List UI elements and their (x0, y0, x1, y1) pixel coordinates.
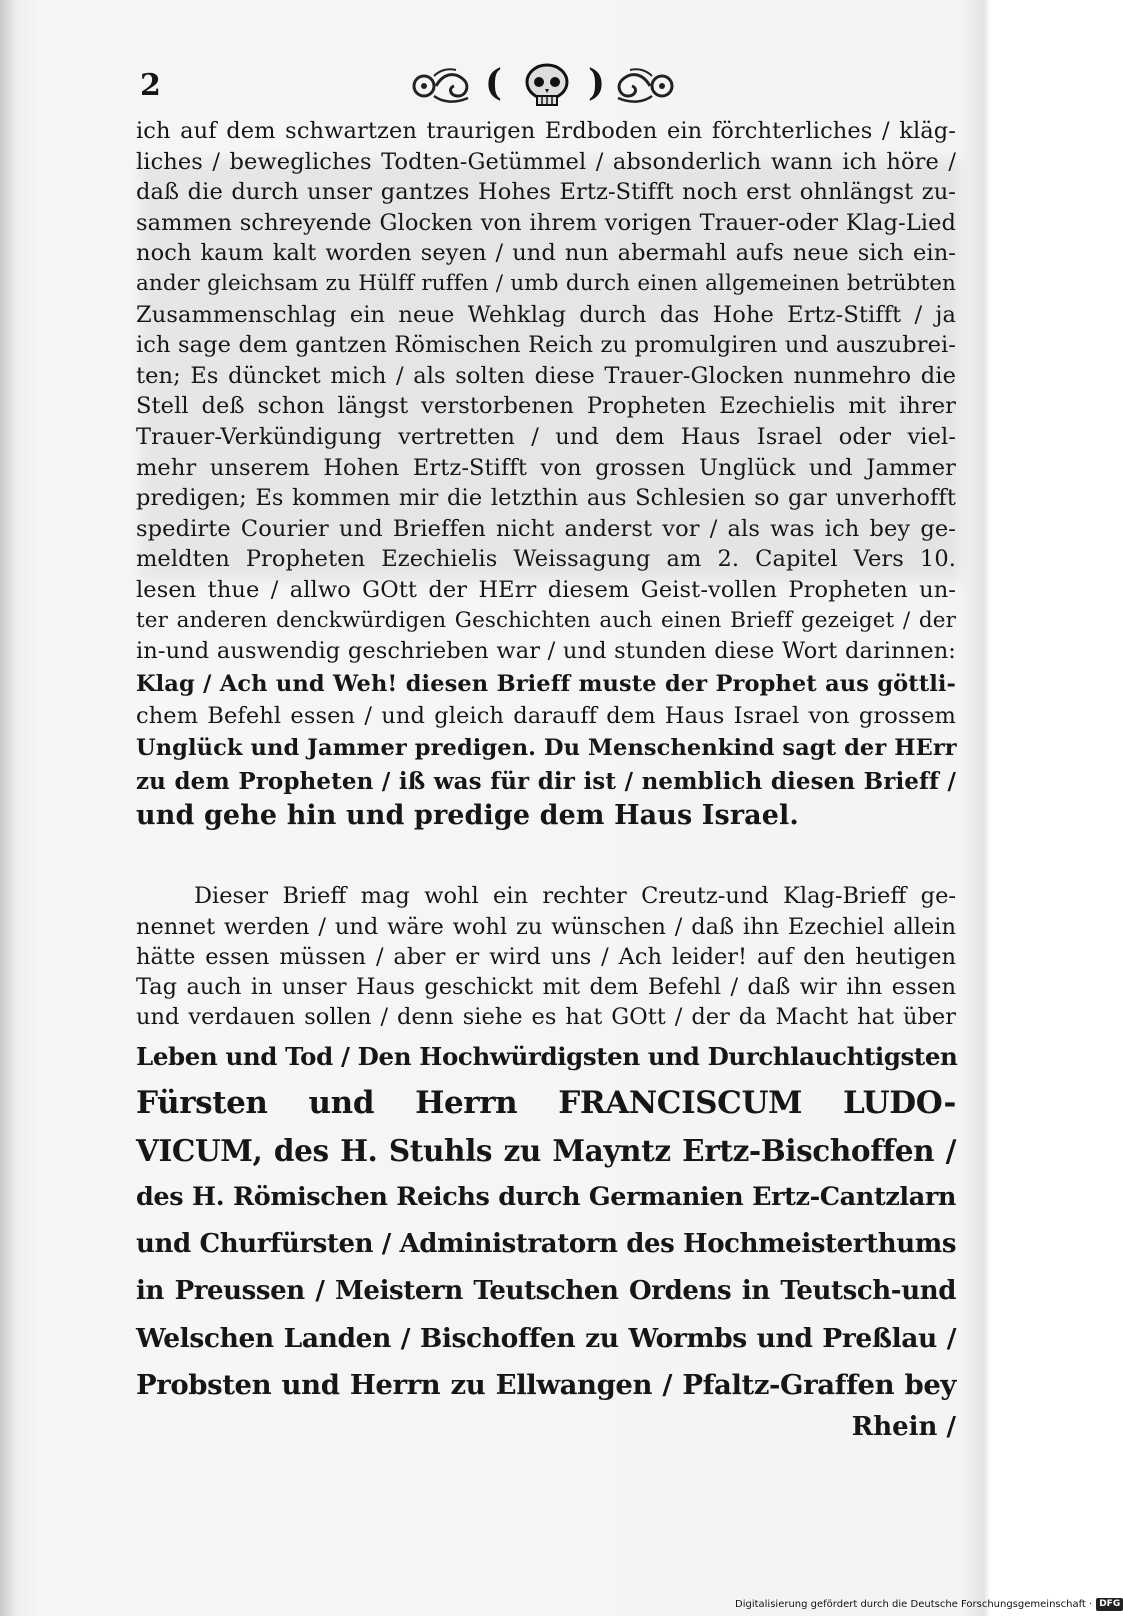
text-line: Tag auch in unser Haus geschickt mit dem Befehl / daß wir ihn essen (136, 974, 956, 1001)
paragraph-2 (136, 881, 956, 1444)
text-line: ten; Es düncket mich / als solten diese Trauer-Glocken nunmehro die (136, 362, 956, 389)
text-line: ich auf dem schwartzen traurigen Erdboden ein förchterliches / kläg- (136, 118, 956, 144)
text-line: meldten Propheten Ezechielis Weissagung am 2. Capitel Vers 10. (136, 546, 956, 573)
text-line: ander gleichsam zu Hülff ruffen / umb durch einen allgemeinen betrübten (136, 270, 956, 296)
main-text (136, 116, 956, 1445)
skull-icon (512, 62, 582, 110)
text-line: nennet werden / und wäre wohl zu wünschen / daß ihn Ezechiel allein (136, 913, 956, 940)
title-line: Fürsten und Herrn FRANCISCUM LUDO- (136, 1084, 956, 1121)
title-line: in Preussen / Meistern Teutschen Ordens in Teutsch-und (136, 1275, 956, 1306)
text-line: ich sage dem gantzen Römischen Reich zu promulgiren und auszubrei- (136, 332, 956, 359)
text-line: sammen schreyende Glocken von ihrem vorigen Trauer-oder Klag-Lied (136, 209, 956, 236)
text-line: in-und auswendig geschrieben war / und stunden diese Wort darinnen: (136, 638, 956, 665)
title-line: Probsten und Herrn zu Ellwangen / Pfaltz-Graffen bey (136, 1368, 956, 1401)
credit-text: Digitalisierung gefördert durch die Deutsche Forschungsgemeinschaft · (735, 1599, 1093, 1610)
text-line: Stell deß schon längst verstorbenen Propheten Ezechielis mit ihrer (136, 393, 956, 420)
title-line: VICUM, des H. Stuhls zu Mayntz Ertz-Bischoffen / (136, 1132, 956, 1168)
text-line: liches / bewegliches Todten-Getümmel / absonderlich wann ich höre / (136, 148, 956, 175)
text-line: daß die durch unser gantzes Hohes Ertz-Stifft noch erst ohnlängst zu- (136, 179, 956, 206)
text-line: spedirte Courier und Brieffen nicht anderst vor / als was ich bey ge- (136, 515, 956, 542)
emphasized-line: Unglück und Jammer predigen. Du Menschenkind sagt der HErr (136, 735, 957, 762)
text-line: hätte essen müssen / aber er wird uns / Ach leider! auf den heutigen (136, 943, 956, 970)
text-line: ter anderen denckwürdigen Geschichten auch einen Brieff gezeiget / der (136, 607, 956, 633)
left-floral-ornament-icon (410, 66, 476, 106)
dfg-logo-icon: DFG (1096, 1598, 1123, 1611)
text-line: chem Befehl essen / und gleich darauff dem Haus Israel von grossem (136, 702, 956, 729)
header-right-paren: ) (588, 62, 606, 104)
text-line: mehr unserem Hohen Ertz-Stifft von grossen Unglück und Jammer (136, 454, 956, 481)
title-line: und Churfürsten / Administratorn des Hochmeisterthums (136, 1228, 957, 1259)
title-line: Welschen Landen / Bischoffen zu Wormbs und Preßlau / (136, 1322, 956, 1354)
emphasized-line: und gehe hin und predige dem Haus Israel. (136, 800, 799, 832)
text-line: Trauer-Verkündigung vertretten / und dem Haus Israel oder viel- (136, 423, 956, 450)
paragraph-1 (136, 116, 956, 833)
digitization-credit (735, 1596, 1121, 1614)
text-line: Zusammenschlag ein neue Wehklag durch das Hohe Ertz-Stifft / ja (136, 301, 956, 328)
right-floral-ornament-icon (610, 66, 676, 106)
page-header (130, 62, 960, 112)
emphasized-line: zu dem Propheten / iß was für dir ist / nemblich diesen Brieff / (136, 768, 956, 796)
catchword: Rhein / (851, 1411, 956, 1442)
text-line: noch kaum kalt worden seyen / und nun abermahl aufs neue sich ein- (136, 240, 956, 267)
text-line: predigen; Es kommen mir die letzthin aus Schlesien so gar unverhofft (136, 485, 956, 512)
header-left-paren: ( (485, 62, 503, 104)
page-number: 2 (140, 68, 161, 103)
text-line: und verdauen sollen / denn siehe es hat GOtt / der da Macht hat über (136, 1004, 956, 1031)
title-line: des H. Römischen Reichs durch Germanien Ertz-Cantzlarn (136, 1181, 956, 1212)
title-line: Leben und Tod / Den Hochwürdigsten und Durchlauchtigsten (136, 1041, 958, 1071)
text-line: lesen thue / allwo GOtt der HErr diesem Geist-vollen Propheten un- (136, 576, 956, 603)
emphasized-line: Klag / Ach und Weh! diesen Brieff muste der Prophet aus göttli- (136, 670, 956, 697)
text-line: Dieser Brieff mag wohl ein rechter Creutz-und Klag-Brieff ge- (194, 883, 956, 910)
